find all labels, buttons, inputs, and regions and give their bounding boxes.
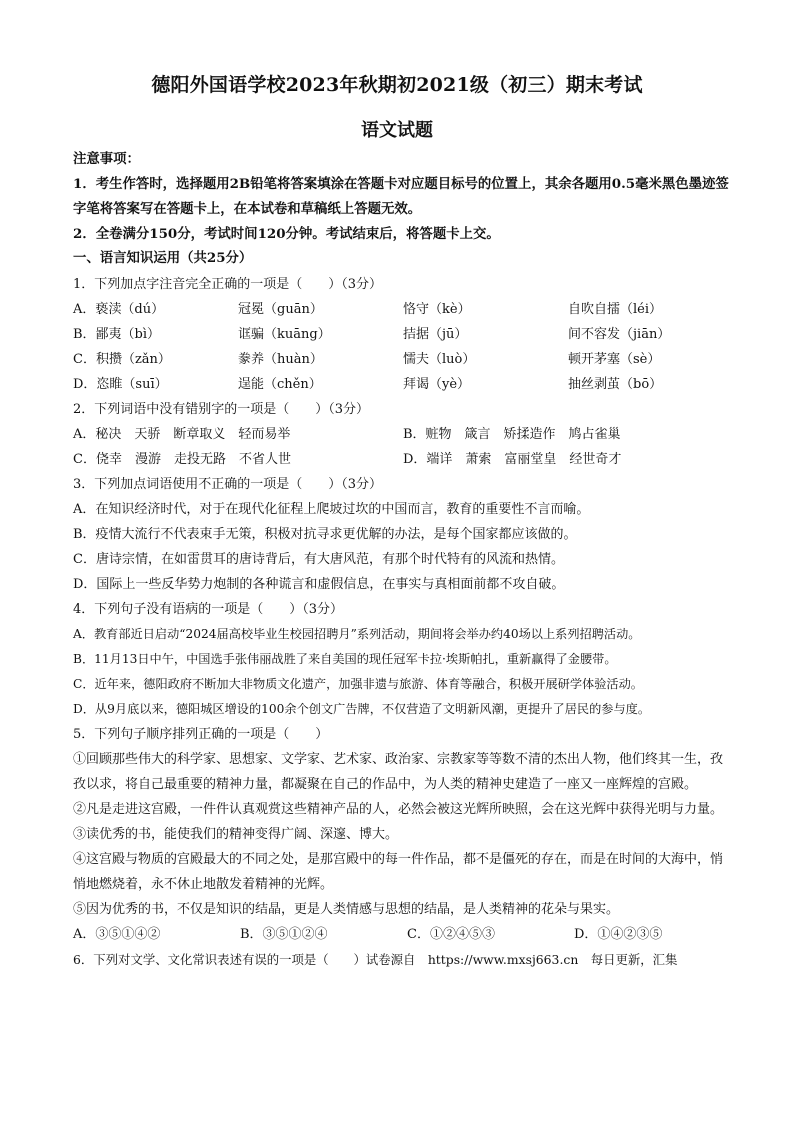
option-cell: 间不容发（jiān） — [568, 327, 671, 342]
option-cell: B．鄙夷（bì） — [73, 327, 161, 342]
question-5-stem: 5．下列句子顺序排列正确的一项是（ ） — [73, 727, 329, 742]
choice-cell: B．③⑤①②④ — [240, 927, 328, 942]
question-2-row — [73, 447, 733, 472]
notes-heading: 注意事项： — [73, 151, 140, 167]
question-5-sentence: ④这宫殿与物质的宫殿最大的不同之处，是那宫殿中的每一件作品，都不是僵死的存在，而是在时间的大海中，悄悄地燃烧着，永不休止地散发着精神的光辉。 — [73, 852, 724, 892]
choice-cell: D．①④②③⑤ — [574, 927, 663, 942]
option-cell: C．积攒（zǎn） — [73, 352, 171, 367]
question-6-stem: 6．下列对文学、文化常识表述有误的一项是（ ）试卷源自 https://www.mxsj663.cn 每日更新，汇集 — [73, 952, 678, 967]
option-cell: 懦夫（luò） — [403, 352, 476, 367]
option-cell: D．端详 萧索 富丽堂皇 经世奇才 — [403, 452, 622, 467]
notes-item: 2．全卷满分150分，考试时间120分钟。考试结束后，将答题卡上交。 — [73, 226, 500, 242]
exam-subtitle: 语文试题 — [361, 120, 433, 141]
option-cell: 冠冕（guān） — [238, 302, 323, 317]
notes-item: 1．考生作答时，选择题用2B铅笔将答案填涂在答题卡对应题目标号的位置上，其余各题用0.5毫米黑色墨迹签字笔将答案写在答题卡上，在本试卷和草稿纸上答题无效。 — [73, 176, 729, 217]
question-5-sentence: ⑤因为优秀的书，不仅是知识的结晶，更是人类情感与思想的结晶，是人类精神的花朵与果实。 — [73, 902, 620, 917]
option-cell: D．恣睢（suī） — [73, 377, 168, 392]
question-5-sentence: ①回顾那些伟大的科学家、思想家、文学家、艺术家、政治家、宗教家等等数不清的杰出人物，他们终其一生，孜孜以求，将自己最重要的精神力量，都凝聚在自己的作品中，为人类的精神史建造了一座又一座辉煌的宫殿。 — [73, 752, 724, 792]
question-body — [73, 272, 733, 972]
question-5-sentence: ②凡是走进这宫殿，一件件认真观赏这些精神产品的人，必然会被这光辉所映照，会在这光辉中获得光明与力量。 — [73, 802, 724, 817]
option-cell: A．秘决 天骄 断章取义 轻而易举 — [73, 427, 291, 442]
option-cell: B．赃物 箴言 矫揉造作 鸠占雀巢 — [403, 427, 621, 442]
question-1-stem: 1．下列加点字注音完全正确的一项是（ ）（3分） — [73, 277, 383, 292]
question-4-stem: 4．下列句子没有语病的一项是（ ）（3分） — [73, 602, 344, 617]
option-cell: 拜谒（yè） — [403, 377, 471, 392]
question-5-choices — [73, 922, 733, 947]
question-2-stem: 2．下列词语中没有错别字的一项是（ ）（3分） — [73, 402, 370, 417]
question-3-stem: 3．下列加点词语使用不正确的一项是（ ）（3分） — [73, 477, 383, 492]
option-cell: 诓骗（kuāng） — [238, 327, 331, 342]
question-4-option: D．从9月底以来，德阳城区增设的100余个创文广告牌，不仅营造了文明新风潮，更提升了居民的参与度。 — [73, 702, 651, 716]
option-cell: 自吹自擂（léi） — [568, 302, 663, 317]
option-cell: 恪守（kè） — [403, 302, 471, 317]
question-1-row — [73, 322, 733, 347]
exam-title: 德阳外国语学校2023年秋期初2021级（初三）期末考试 — [151, 74, 643, 96]
option-cell: 顿开茅塞（sè） — [568, 352, 661, 367]
question-1-row — [73, 347, 733, 372]
option-cell: C．侥幸 漫游 走投无路 不省人世 — [73, 452, 291, 467]
section-heading: 一、语言知识运用（共25分） — [73, 250, 253, 266]
question-3-option: C．唐诗宗情，在如雷贯耳的唐诗背后，有大唐风范，有那个时代特有的风流和热情。 — [73, 552, 564, 567]
question-3-option: A．在知识经济时代，对于在现代化征程上爬坡过坎的中国而言，教育的重要性不言而喻。 — [73, 502, 590, 517]
choice-cell: C．①②④⑤③ — [407, 927, 495, 942]
question-3-option: B．疫情大流行不代表束手无策，积极对抗寻求更优解的办法，是每个国家都应该做的。 — [73, 527, 577, 542]
question-3-option: D．国际上一些反华势力炮制的各种谎言和虚假信息，在事实与真相面前都不攻自破。 — [73, 577, 565, 592]
option-cell: A．亵渎（dú） — [73, 302, 165, 317]
question-4-option: C．近年来，德阳政府不断加大非物质文化遗产，加强非遗与旅游、体育等融合，积极开展研学体验活动。 — [73, 677, 643, 691]
question-2-row — [73, 422, 733, 447]
question-1-row — [73, 372, 733, 397]
question-1-row — [73, 297, 733, 322]
question-4-option: A．教育部近日启动“2024届高校毕业生校园招聘月”系列活动，期间将会举办约40场以上系列招聘活动。 — [73, 627, 641, 641]
option-cell: 逞能（chěn） — [238, 377, 322, 392]
notes-block — [73, 147, 733, 247]
question-4-option: B．11月13日中午，中国选手张伟丽战胜了来自美国的现任冠军卡拉·埃斯帕扎，重新赢得了金腰带。 — [73, 652, 617, 666]
option-cell: 拮据（jū） — [403, 327, 468, 342]
question-5-sentence: ③读优秀的书，能使我们的精神变得广阔、深邃、博大。 — [73, 827, 399, 842]
option-cell: 抽丝剥茧（bō） — [568, 377, 663, 392]
option-cell: 豢养（huàn） — [238, 352, 323, 367]
choice-cell: A．③⑤①④② — [73, 927, 161, 942]
